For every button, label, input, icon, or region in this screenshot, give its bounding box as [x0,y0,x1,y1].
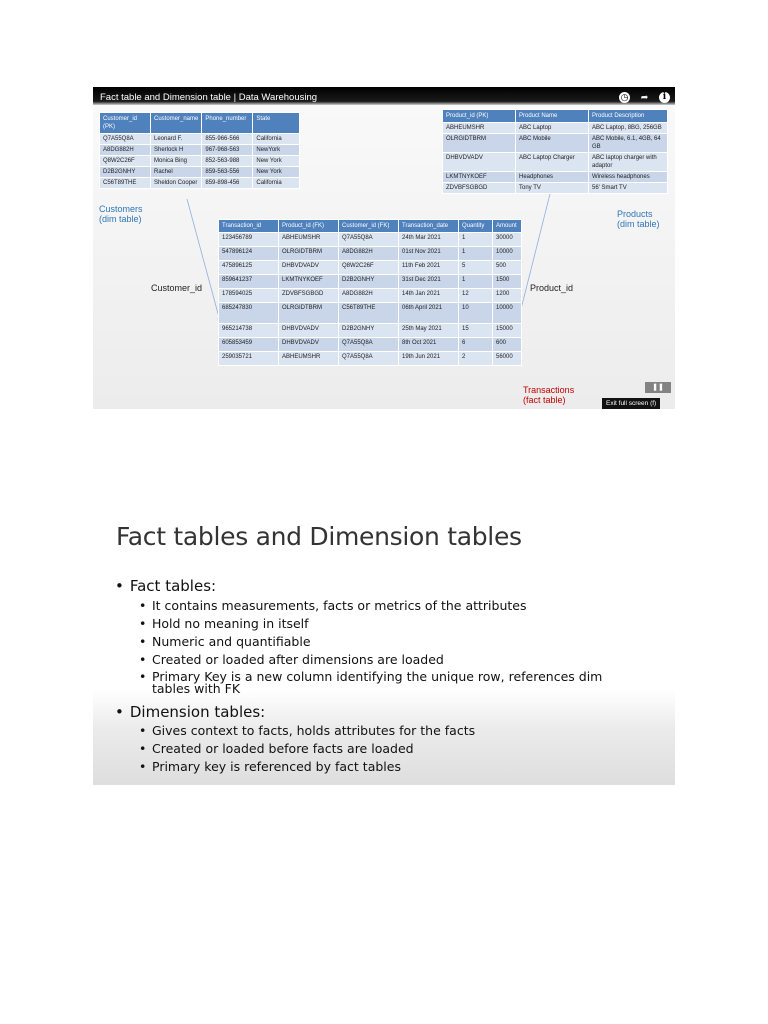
table-cell: New York [253,167,300,178]
table-row [219,338,522,352]
customer-id-arrow [187,199,220,321]
table-cell: Monica Bing [151,156,202,167]
table-cell: LKMTNYKOEF [443,172,516,183]
clock-icon[interactable]: ◷ [620,92,629,102]
table-cell: C56T89THE [100,178,151,189]
table-cell: NewYork [253,145,300,156]
table-cell: 10 [459,303,493,324]
customer-id-label: Customer_id [151,283,203,293]
table-cell: California [253,178,300,189]
table-cell: ZDVBFSGBGD [279,289,339,303]
table-cell: 2 [459,352,493,366]
table-cell: Q7A55Q8A [100,134,151,145]
table-cell: 605853459 [219,338,279,352]
table-row [100,156,300,167]
table-cell: 06th April 2021 [399,303,459,324]
transactions-table [218,219,522,366]
table-cell: ABC Mobile, 6.1, 4GB, 64 GB [589,134,668,153]
table-cell: Q8W2C26F [339,261,399,275]
slide [93,505,675,785]
table-cell: 1 [459,233,493,247]
table-cell: New York [253,156,300,167]
table-cell: 15000 [493,324,522,338]
video-title: Fact table and Dimension table | Data Warehousing [100,92,318,103]
table-cell: ABC laptop charger with adaptor [589,153,668,172]
info-icon[interactable]: i [659,92,670,103]
table-cell: OLRGIDTBRM [443,134,516,153]
customers-dim-label: Customers (dim table) [99,204,143,224]
transactions-fact-label: Transactions (fact table) [523,385,575,405]
table-cell: 30000 [493,233,522,247]
list-item: • Created or loaded after dimensions are loaded [139,653,619,667]
table-cell: 56000 [493,352,522,366]
table-cell: 859-898-456 [202,178,253,189]
column-header: Transaction_date [399,220,459,233]
table-row [219,275,522,289]
table-row [443,183,668,194]
table-cell: ABC Laptop Charger [516,153,589,172]
table-cell: 547896124 [219,247,279,261]
list-item: • Primary Key is a new column identifying the unique row, references dim tables with FK [139,671,619,695]
table-cell: A8DG882H [339,289,399,303]
dimension-tables-heading: • Dimension tables: [115,703,265,721]
table-cell: 10000 [493,303,522,324]
table-row [219,352,522,366]
table-cell: 10000 [493,247,522,261]
table-cell: Headphones [516,172,589,183]
table-cell: D2B2GNHY [339,275,399,289]
column-header: Product Description [589,110,668,123]
table-cell: 965214738 [219,324,279,338]
table-cell: OLRGIDTBRM [279,303,339,324]
product-id-label: Product_id [530,283,574,293]
pause-icon[interactable]: ❚❚ [645,382,671,393]
table-cell: 852-563-988 [202,156,253,167]
column-header: Product_id (PK) [443,110,516,123]
table-cell: 259035721 [219,352,279,366]
table-cell: 967-968-563 [202,145,253,156]
table-cell: 475896125 [219,261,279,275]
table-cell: 123456789 [219,233,279,247]
list-item: • Primary key is referenced by fact tables [139,760,619,774]
table-cell: Q8W2C26F [100,156,151,167]
table-row [100,178,300,189]
table-cell: DHBVDVADV [443,153,516,172]
column-header: Phone_number [202,113,253,134]
table-cell: D2B2GNHY [100,167,151,178]
column-header: Customer_id (PK) [100,113,151,134]
table-cell: DHBVDVADV [279,261,339,275]
table-cell: Leonard F. [151,134,202,145]
table-cell: 600 [493,338,522,352]
table-row [443,134,668,153]
table-row [219,233,522,247]
dimension-tables-list [139,724,619,778]
table-cell: C56T89THE [339,303,399,324]
table-cell: 1 [459,275,493,289]
table-row [443,172,668,183]
table-cell: DHBVDVADV [279,324,339,338]
table-cell: ABHEUMSHR [443,123,516,134]
column-header: Customer_name [151,113,202,134]
column-header: Product Name [516,110,589,123]
list-item: • Created or loaded before facts are loaded [139,742,619,756]
table-row [100,167,300,178]
table-cell: ABC Mobile [516,134,589,153]
table-cell: Q7A55Q8A [339,338,399,352]
column-header: Transaction_id [219,220,279,233]
column-header: Amount [493,220,522,233]
table-cell: 6 [459,338,493,352]
table-cell: LKMTNYKOEF [279,275,339,289]
table-cell: D2B2GNHY [339,324,399,338]
table-cell: 859-563-556 [202,167,253,178]
table-cell: 15 [459,324,493,338]
slide-title: Fact tables and Dimension tables [116,522,522,551]
column-header: State [253,113,300,134]
table-cell: Rachel [151,167,202,178]
table-cell: DHBVDVADV [279,338,339,352]
table-row [100,134,300,145]
table-cell: Q7A55Q8A [339,233,399,247]
video-frame[interactable] [93,87,675,409]
fact-tables-heading: • Fact tables: [115,577,216,595]
table-cell: Sheldon Cooper [151,178,202,189]
table-row [219,247,522,261]
fact-tables-list [139,599,619,699]
table-cell: 859641237 [219,275,279,289]
table-cell: OLRGIDTBRM [279,247,339,261]
table-cell: 14th Jan 2021 [399,289,459,303]
list-item: • Numeric and quantifiable [139,635,619,649]
share-icon[interactable]: ➦ [640,92,649,102]
table-row [219,261,522,275]
table-cell: 1 [459,247,493,261]
products-table [442,109,668,194]
table-cell: 19th Jun 2021 [399,352,459,366]
table-cell: ABHEUMSHR [279,352,339,366]
table-row [443,123,668,134]
table-cell: ABHEUMSHR [279,233,339,247]
list-item: • Hold no meaning in itself [139,617,619,631]
table-cell: California [253,134,300,145]
table-cell: 25th May 2021 [399,324,459,338]
table-row [219,324,522,338]
table-cell: Tony TV [516,183,589,194]
table-cell: Wireless headphones [589,172,668,183]
table-cell: 12 [459,289,493,303]
table-cell: 500 [493,261,522,275]
table-cell: 24th Mar 2021 [399,233,459,247]
products-dim-label: Products (dim table) [617,209,660,229]
table-cell: ABC Laptop [516,123,589,134]
customers-table [99,112,300,189]
table-cell: 11th Feb 2021 [399,261,459,275]
table-row [219,289,522,303]
list-item: • Gives context to facts, holds attributes for the facts [139,724,619,738]
list-item: • It contains measurements, facts or metrics of the attributes [139,599,619,613]
table-cell: Q7A55Q8A [339,352,399,366]
table-cell: 56' Smart TV [589,183,668,194]
table-cell: 31st Dec 2021 [399,275,459,289]
table-row [443,153,668,172]
table-cell: A8DG882H [339,247,399,261]
table-row [100,145,300,156]
column-header: Customer_id (FK) [339,220,399,233]
table-cell: ZDVBFSGBGD [443,183,516,194]
table-cell: 685247830 [219,303,279,324]
table-cell: A8DG882H [100,145,151,156]
table-cell: Sherlock H [151,145,202,156]
exit-fullscreen-tooltip: Exit full screen (f) [602,398,660,409]
table-cell: 5 [459,261,493,275]
table-cell: 8th Oct 2021 [399,338,459,352]
table-row [219,303,522,324]
table-cell: 1500 [493,275,522,289]
table-cell: 178594025 [219,289,279,303]
table-cell: 01st Nov 2021 [399,247,459,261]
table-cell: ABC Laptop, 8BG, 256GB [589,123,668,134]
table-cell: 1200 [493,289,522,303]
column-header: Product_id (FK) [279,220,339,233]
column-header: Quantity [459,220,493,233]
product-id-arrow [518,182,553,321]
table-cell: 855-966-566 [202,134,253,145]
